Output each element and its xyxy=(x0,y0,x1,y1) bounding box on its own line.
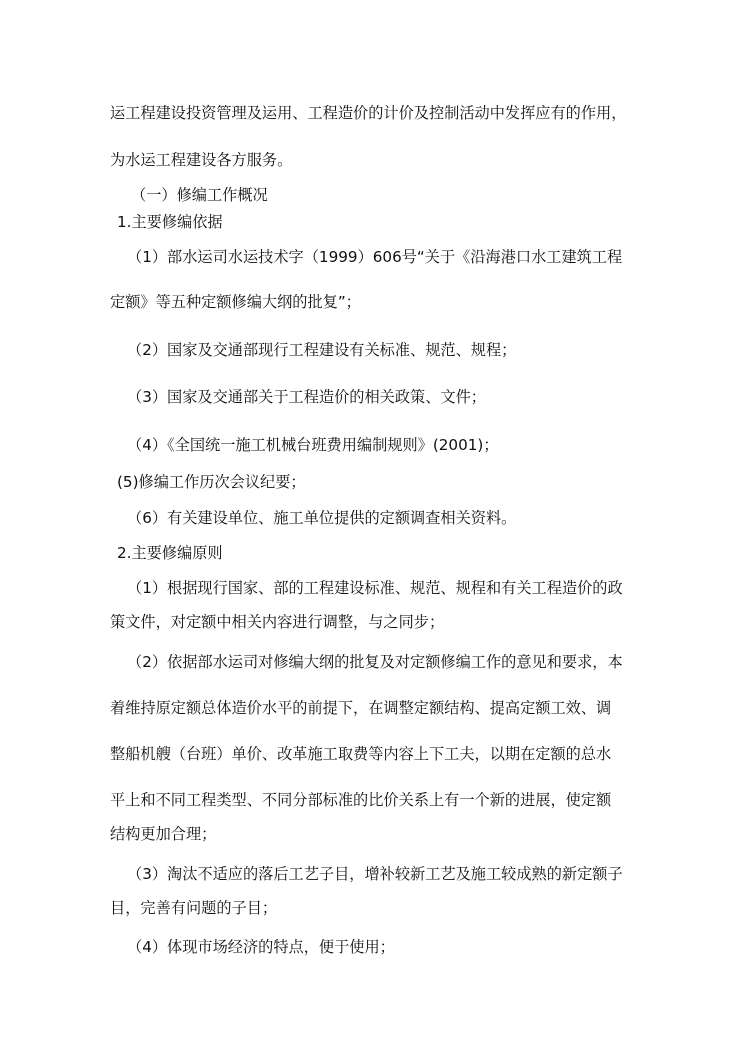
text-line: 平上和不同工程类型、不同分部标准的比价关系上有一个新的进展，使定额 xyxy=(110,791,612,809)
list-item: （4）《全国统一施工机械台班费用编制规则》(2001)； xyxy=(127,436,499,454)
list-item: （2）国家及交通部现行工程建设有关标准、规范、规程； xyxy=(127,341,517,359)
text-line: 为水运工程建设各方服务。 xyxy=(110,151,293,169)
list-item: （2）依据部水运司对修编大纲的批复及对定额修编工作的意见和要求，本 xyxy=(127,653,623,671)
text-line: 策文件，对定额中相关内容进行调整，与之同步； xyxy=(110,613,445,631)
section-heading: （一）修编工作概况 xyxy=(131,186,268,204)
subsection-heading: 1.主要修编依据 xyxy=(117,213,223,231)
subsection-heading: 2.主要修编原则 xyxy=(117,544,223,562)
text-line: 目，完善有问题的子目； xyxy=(110,899,278,917)
text-line: 运工程建设投资管理及运用、工程造价的计价及控制活动中发挥应有的作用， xyxy=(110,104,627,122)
list-item: （3）淘汰不适应的落后工艺子目，增补较新工艺及施工较成熟的新定额子 xyxy=(127,865,623,883)
text-line: 定额》等五种定额修编大纲的批复”； xyxy=(110,293,361,311)
list-item: （6）有关建设单位、施工单位提供的定额调查相关资料。 xyxy=(127,509,517,527)
list-item: (5)修编工作历次会议纪要； xyxy=(117,473,306,491)
list-item: （3）国家及交通部关于工程造价的相关政策、文件； xyxy=(127,388,486,406)
text-line: 整船机艘（台班）单价、改革施工取费等内容上下工夫，以期在定额的总水 xyxy=(110,745,612,763)
list-item: （1）部水运司水运技术字（1999）606号“关于《沿海港口水工建筑工程 xyxy=(127,248,623,266)
text-line: 着维持原定额总体造价水平的前提下，在调整定额结构、提高定额工效、调 xyxy=(110,699,612,717)
list-item: （1）根据现行国家、部的工程建设标准、规范、规程和有关工程造价的政 xyxy=(127,579,623,597)
text-line: 结构更加合理； xyxy=(110,825,217,843)
list-item: （4）体现市场经济的特点，便于使用； xyxy=(127,938,395,956)
